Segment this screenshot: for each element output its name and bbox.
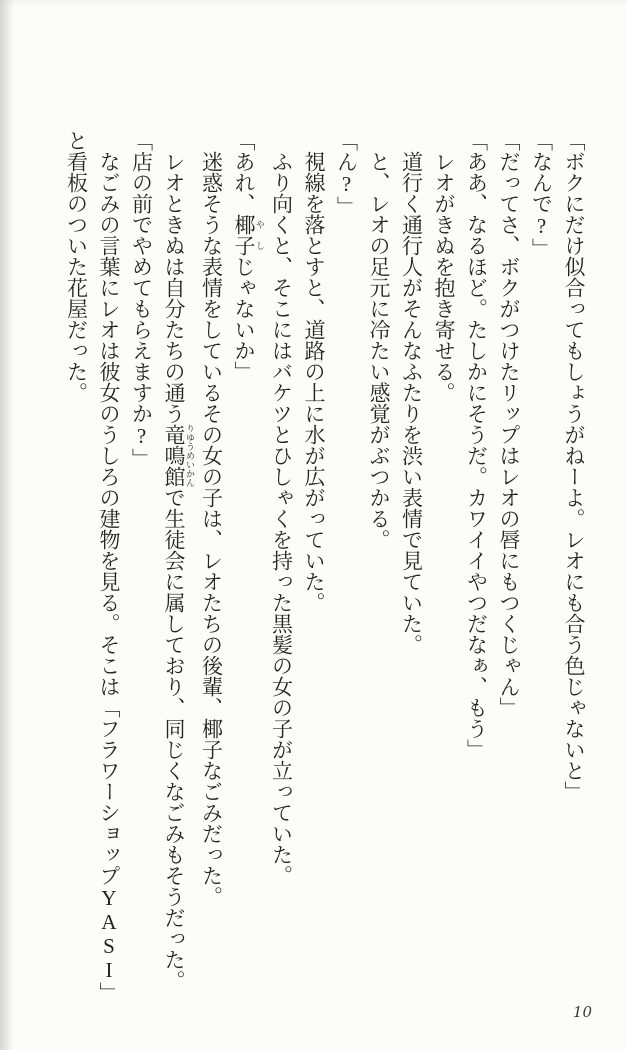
text-line: 迷惑そうな表情をしているその女の子は、レオたちの後輩、椰子なごみだった。 [199,151,224,907]
furigana: りゆうめいかん [185,424,195,487]
text-line: 視線を落とすと、道路の上に水が広がっていた。 [302,151,326,613]
text-line: 「なんで?」 [529,130,554,259]
scan-edge-top [0,0,626,6]
text-line: 道行く通行人がそんなふたりを渋い表情で見ていた。 [399,151,424,655]
text-line: レオときぬは自分たちの通う竜鳴館 りゆうめいかんで生徒会に属しており、同じくなごみもそうだった。 [162,151,195,991]
text-line: 「あれ、椰子 やしじゃないか」 [232,130,265,382]
ruby-annotated-word: 椰子 やし [232,214,265,256]
ruby-annotated-word: 竜鳴館 りゆうめいかん [162,424,195,487]
text-line: なごみの言葉にレオは彼女のうしろの建物を見る。そこは「フラワーショップYASI」と看板のついた花屋だった。 [64,130,121,993]
text-line: 「だってさ、ボクがつけたリップはレオの唇にもつくじゃん」 [497,130,521,718]
page-text [60,130,590,995]
text-line: 「ボクにだけ似合ってもしょうがねーよ。レオにも合う色じゃないと」 [562,130,586,802]
scan-edge-left [0,0,14,1050]
text-line: 「店の前でやめてもらえますか?」 [129,130,154,469]
page-number: 10 [572,1003,592,1021]
furigana: やし [255,214,265,256]
text-line: 「ああ、なるほど。たしかにそうだ。カワイイやつだなぁ、もう」 [464,130,489,760]
text-line: 「ん?」 [334,130,359,217]
text-line: ふり向くと、そこにはバケツとひしゃくを持った黒髪の女の子が立っていた。 [269,151,294,886]
text-line: と、レオの足元に冷たい感覚がぶつかる。 [367,151,391,550]
text-line: レオがきぬを抱き寄せる。 [432,151,456,403]
